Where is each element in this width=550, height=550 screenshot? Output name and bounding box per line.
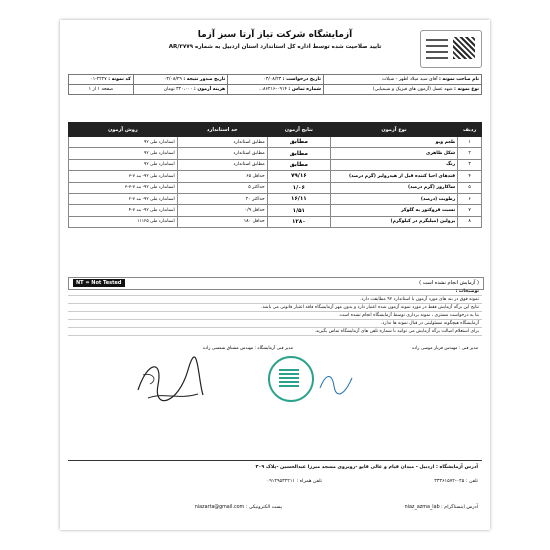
notes-title: توضیحات :	[68, 288, 482, 296]
col-test-result: نتایج آزمون	[267, 123, 330, 137]
col-standard-limit: حد استاندارد	[177, 123, 267, 137]
lab-title: آزمایشگاه شرکت تیاز آرتا سبز آزما	[197, 30, 353, 40]
footer-phone: تلفن : ۰۴۵-۳۳۳۶۱۵۷۲	[434, 479, 478, 484]
phone-cell: شماره تماس : ۰۹۱۴-۸۶۲۱۶...	[228, 85, 324, 95]
signatures-area	[68, 340, 482, 428]
document-footer	[68, 460, 482, 521]
table-row: ۷ نسبت فروکتوز به گلوکز ۱/۵۱ حداقل ۰/۹ استاندارد ملی ۹۲- بند ۷-۴	[69, 205, 482, 216]
accreditation-subtitle: تایید صلاحیت شده توسط اداره کل استاندارد استان اردبیل به شماره ۳۷۷۹/AR	[168, 44, 382, 50]
note-line: برای استعلام اصالت برگه آزمایش می توانید با شماره تلفن های آزمایشگاه تماس بگیرید.	[68, 328, 482, 336]
request-date-cell: تاریخ درخواست : ۰۳/۰۸/۲۳	[228, 75, 324, 85]
lab-manager-label: مدیر فنی آزمایشگاه : مهندس مشتاق شمسی زاده	[203, 346, 293, 351]
technical-manager-label: مدیر فنی : مهندس فرناز موسی زاده	[412, 346, 478, 351]
lab-logo-icon	[420, 30, 482, 68]
note-line: نمونه فوق در بند های مورد آزمون با استاندارد ۹۲ مطابقت دارد.	[68, 296, 482, 304]
table-row: ۵ ساکاروز (گرم درصد) ۱/۰۶ حداکثر ۵ استاندارد ملی ۹۲- بند ۷-۳-۳	[69, 182, 482, 193]
issue-date-cell: تاریخ صدور نتیجه : ۰۳/۰۸/۲۹	[133, 75, 228, 85]
col-row-number: ردیف	[458, 123, 482, 137]
note-line: بنا به درخواست مشتری ، نمونه برداری توسط آزمایشگاه انجام نشده است.	[68, 312, 482, 320]
note-line: آزمایشگاه هیچگونه مسئولیتی در قبال نمونه ها ندارد.	[68, 320, 482, 328]
table-row: ۱ طعم وبو مطابق مطابق استاندارد استاندارد ملی ۹۲	[69, 137, 482, 148]
results-header-row	[69, 123, 482, 137]
document-page	[60, 20, 490, 530]
signature-mark-icon	[318, 368, 354, 398]
document-header	[60, 26, 490, 76]
notes-section	[68, 288, 482, 336]
sample-info-table	[68, 74, 482, 95]
not-tested-badge: NT = Not Tested	[73, 279, 125, 287]
sample-type-cell: نوع نمونه : شهد عسل (آزمون های فیزیک و شیمیایی)	[324, 85, 482, 95]
table-row: ۴ قندهای احیا کننده قبل از هیدرولیز (گرم درصد) ۷۹/۱۶ حداقل ۶۵ استاندارد ملی ۹۲- بند ۷-۳	[69, 171, 482, 182]
cost-cell: هزینه آزمون : ۳۲۰،۰۰۰ تومان	[133, 85, 228, 95]
owner-cell: نام صاحب نمونه : آقای سید میلاد اطهر - شیلات	[324, 75, 482, 85]
table-row: ۶ رطوبت (درصد) ۱۶/۱۱ حداکثر ۲۰ استاندارد ملی ۹۲- بند ۷-۲	[69, 193, 482, 204]
footer-instagram: آدرس اینستاگرام : niaz_azma_lab	[404, 505, 478, 510]
note-line: نتایج این برگه آزمایش فقط در مورد نمونه آزمون شده اعتبار دارد و بدون مهر آزمایشگاه فاقد اعتبار قانونی می باشد.	[68, 304, 482, 312]
lab-stamp-icon	[268, 356, 314, 402]
footer-mobile: تلفن همراه : ۰۹۱۴۹۵۳۲۲۱۱	[266, 479, 322, 484]
col-test-method: روش آزمون	[69, 123, 178, 137]
footer-address: آدرس آزمایشگاه : اردبیل - میدان قیام و عالی قاپو -روبروی مسجد میرزا عبدالحسین -پلاک ۳۰۹	[255, 465, 478, 470]
table-row: ۲ شکل ظاهری مطابق مطابق استاندارد استاندارد ملی ۹۲	[69, 148, 482, 159]
page-number-cell: صفحه ۱ از ۱	[69, 85, 134, 95]
col-test-type: نوع آزمون	[330, 123, 457, 137]
signature-icon	[128, 350, 208, 410]
sample-code-cell: کد نمونه : ۲۲۲۷-۰۱	[69, 75, 134, 85]
footer-email: پست الکترونیکی : niazarta@gmail.com	[194, 505, 282, 510]
results-table	[68, 122, 482, 228]
not-tested-label: ( آزمایش انجام نشده است )	[419, 280, 479, 286]
table-row: ۳ رنگ مطابق مطابق استاندارد استاندارد ملی ۹۲	[69, 159, 482, 170]
table-row: ۸ پرولین (میلیگرم در کیلوگرم) ۱۲۸۰ حداقل ۱۸۰ استاندارد ملی ۱۱۱۲۵	[69, 216, 482, 227]
